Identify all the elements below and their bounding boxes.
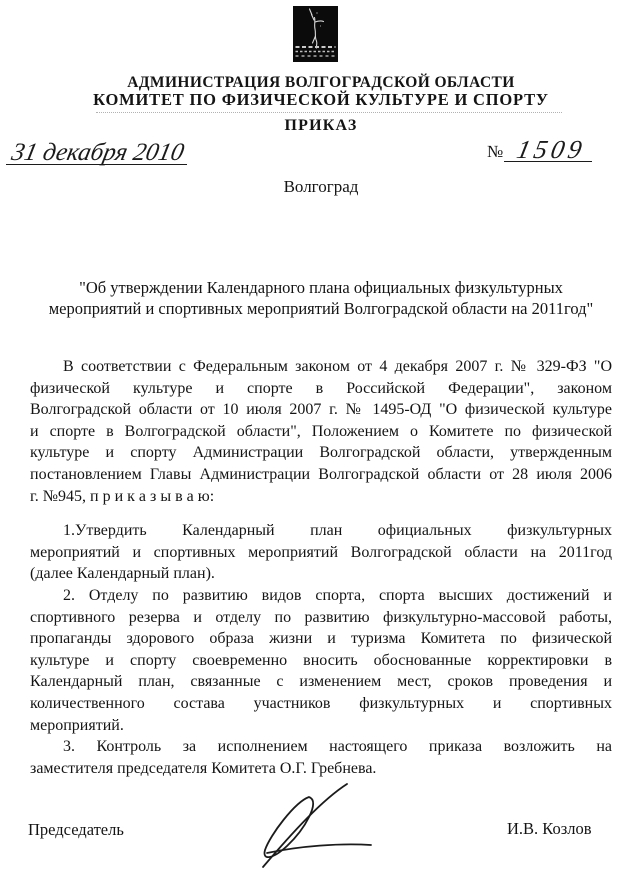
paragraph-line: культуре и спорту своевременно вносить обоснованные корректировки в: [30, 651, 612, 669]
handwritten-number: 1509: [514, 135, 589, 164]
paragraph-line: пропаганды здорового образа жизни и туризма Комитета по физической: [30, 630, 612, 648]
paragraph-line: спортивного резерва и отделу по развитию физкультурно-массовой работы,: [30, 608, 612, 626]
document-title-line: "Об утверждении Календарного плана официальных физкультурных: [79, 278, 563, 297]
document-title: [30, 277, 612, 319]
scan-artifact-line: [96, 112, 562, 113]
city-name: Волгоград: [283, 177, 359, 196]
paragraph-line: 1.Утвердить Календарный план официальных физкультурных: [63, 522, 612, 540]
paragraph-line: г. №945, п р и к а з ы в а ю:: [30, 487, 215, 505]
body-paragraph: [30, 736, 612, 779]
coat-of-arms-icon: [293, 6, 338, 62]
paragraph-line: мероприятий.: [30, 716, 124, 734]
paragraph-line: культуре и спорту Администрации Волгоградской области, утвержденным: [30, 444, 612, 462]
number-underline: [504, 128, 592, 162]
document-body: [30, 356, 612, 779]
paragraph-line: постановлением Главы Администрации Волгоградской области от 28 июля 2006: [30, 465, 612, 483]
org-name-line1: АДМИНИСТРАЦИЯ ВОЛГОГРАДСКОЙ ОБЛАСТИ: [127, 74, 515, 91]
paragraph-line: 2. Отделу по развитию видов спорта, спорта высших достижений и: [63, 586, 612, 604]
body-paragraph: [30, 585, 612, 736]
paragraph-line: Календарный план, связанные с изменением мест, сроков проведения и: [30, 673, 612, 691]
paragraph-line: физической культуре и спорте в Российской Федерации", законом: [30, 379, 612, 397]
signature-role: Председатель: [28, 820, 124, 839]
org-name-line2: КОМИТЕТ ПО ФИЗИЧЕСКОЙ КУЛЬТУРЕ И СПОРТУ: [93, 90, 549, 109]
signatory-name: И.В. Козлов: [507, 819, 592, 838]
paragraph-line: количественного состава участников физкультурных и спортивных: [30, 694, 612, 712]
date-underline: [6, 130, 187, 165]
paragraph-line: мероприятий и спортивных мероприятий Волгоградской области на 2011год: [30, 543, 612, 561]
body-paragraph: [30, 356, 612, 507]
doc-type-title: ПРИКАЗ: [284, 117, 358, 134]
body-paragraph: [30, 520, 612, 585]
paragraph-line: Волгоградской области от 10 июля 2007 г. № 1495-ОД "О физической культуре: [30, 401, 612, 419]
paragraph-line: В соответствии с Федеральным законом от 4 декабря 2007 г. № 329-ФЗ "О: [63, 358, 612, 375]
number-label: №: [487, 142, 504, 161]
paragraph-line: заместителя председателя Комитета О.Г. Гребнева.: [30, 759, 377, 777]
paragraph-line: и спорте в Волгоградской области", Положением о Комитете по физической: [30, 422, 612, 440]
paragraph-line: (далее Календарный план).: [30, 565, 215, 583]
paragraph-line: 3. Контроль за исполнением настоящего приказа возложить на: [63, 738, 612, 756]
handwritten-date: 31 декабря 2010: [9, 139, 187, 166]
document-title-line: мероприятий и спортивных мероприятий Волгоградской области на 2011год": [48, 299, 594, 318]
